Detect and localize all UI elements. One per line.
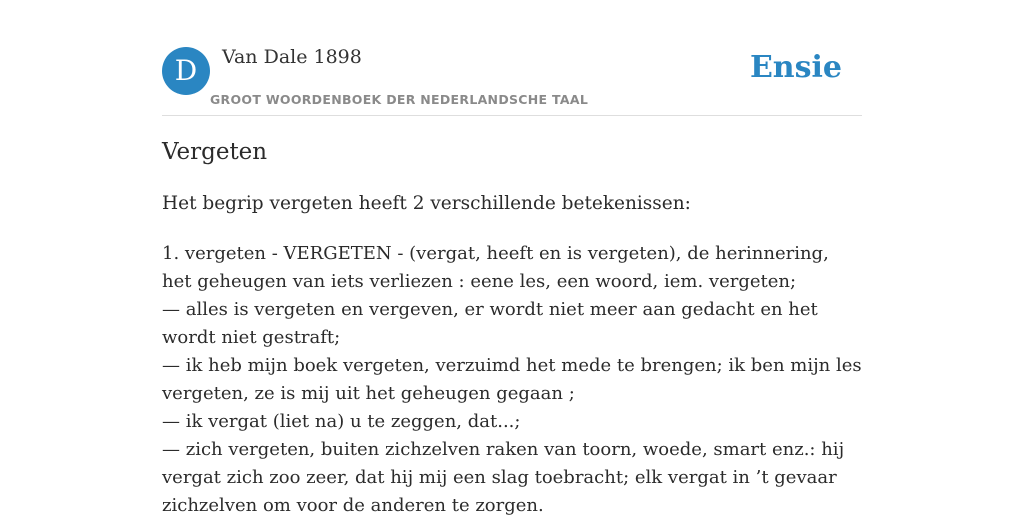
definition-line: 1. vergeten - VERGETEN - (vergat, heeft en is vergeten), de herinnering, het geheugen van iets verliezen : eene les, een woord, iem. vergeten;: [162, 243, 829, 292]
dictionary-name[interactable]: Van Dale 1898: [222, 46, 362, 68]
definition-line: — alles is vergeten en vergeven, er wordt niet meer aan gedacht en het wordt niet gestraft;: [162, 299, 818, 348]
dictionary-badge[interactable]: D: [162, 47, 210, 95]
site-header: [162, 46, 862, 116]
definition-line: — ik vergat (liet na) u te zeggen, dat...;: [162, 411, 521, 432]
entry-definition: [162, 240, 862, 520]
definition-line: — zich vergeten, buiten zichzelven raken van toorn, woede, smart enz.: hij vergat zich zoo zeer, dat hij mij een slag toebracht; elk vergat in ’t gevaar zichzelven om voor de anderen te zorgen.: [162, 439, 845, 516]
definition-line: — ik heb mijn boek vergeten, verzuimd het mede te brengen; ik ben mijn les vergeten, ze is mij uit het geheugen gegaan ;: [162, 355, 862, 404]
entry-intro: Het begrip vergeten heeft 2 verschillende betekenissen:: [162, 193, 691, 214]
entry-title: Vergeten: [162, 139, 268, 165]
brand-logo-link[interactable]: Ensie: [749, 50, 842, 85]
dictionary-subtitle: GROOT WOORDENBOEK DER NEDERLANDSCHE TAAL: [210, 92, 589, 107]
header-divider: [162, 115, 862, 116]
